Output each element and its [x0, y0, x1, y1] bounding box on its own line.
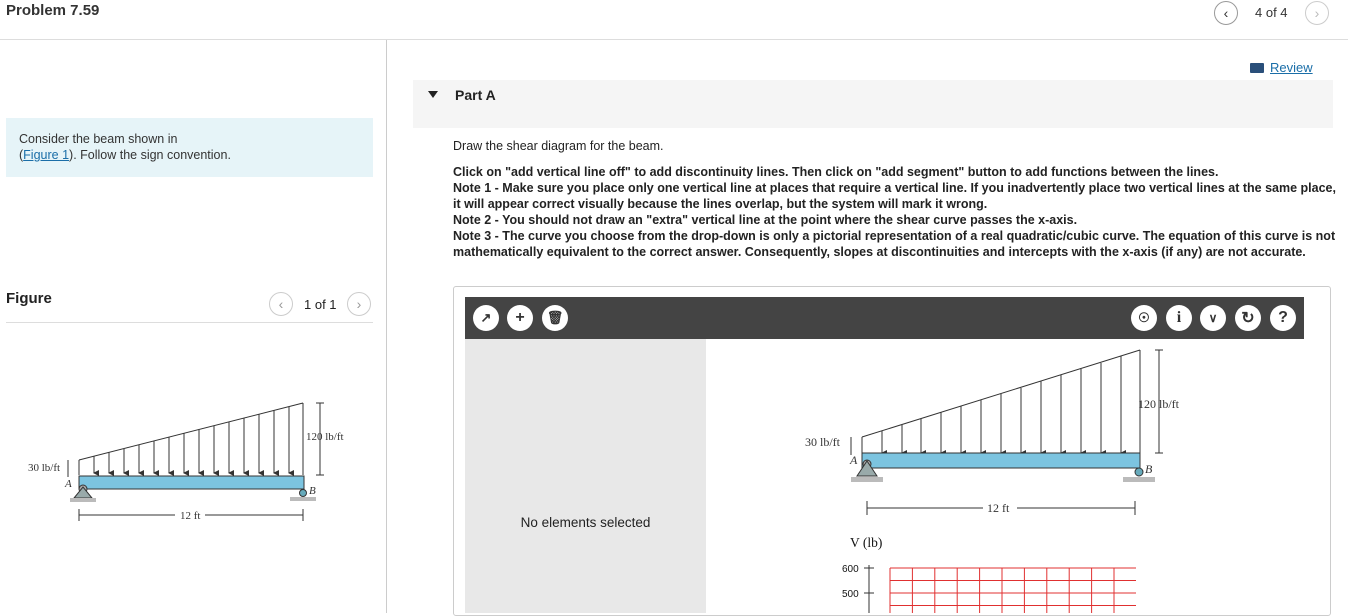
info-button[interactable] — [1166, 305, 1192, 331]
help-button[interactable] — [1270, 305, 1296, 331]
panel-divider — [386, 40, 387, 613]
problem-title: Problem 7.59 — [6, 2, 100, 19]
part-label: Part A — [455, 87, 496, 103]
review-link[interactable] — [1250, 60, 1313, 75]
book-icon — [1250, 63, 1264, 73]
delete-button[interactable] — [542, 305, 568, 331]
instruction-prompt: Draw the shear diagram for the beam. — [453, 139, 664, 153]
add-button[interactable] — [507, 305, 533, 331]
intro-text-line2: (Figure 1). Follow the sign convention. — [19, 148, 231, 162]
canvas-roller-support — [1135, 468, 1143, 476]
chevron-left-icon: ‹ — [278, 296, 284, 312]
canvas-load-arrows — [882, 356, 1121, 453]
load-right-label: 120 lb/ft — [306, 431, 344, 443]
intro-text-line1: Consider the beam shown in — [19, 132, 178, 146]
next-problem-button[interactable] — [1305, 1, 1329, 25]
load-arrows — [94, 407, 289, 473]
draw-vector-button[interactable] — [473, 305, 499, 331]
canvas-figure — [711, 343, 1301, 613]
dropdown-chevron-icon: ∨ — [1208, 311, 1218, 325]
figure-heading: Figure — [6, 290, 52, 307]
problem-intro — [6, 118, 373, 177]
chevron-left-icon: ‹ — [1223, 5, 1229, 21]
figure-link[interactable]: Figure 1 — [23, 148, 70, 162]
instruction-note2: Note 2 - You should not draw an "extra" vertical line at the point where the shear curve passes the x-axis. — [453, 213, 1078, 227]
trash-icon: 🗑 — [546, 310, 564, 325]
chevron-right-icon: › — [356, 296, 362, 312]
figure-divider — [6, 322, 373, 323]
add-icon: + — [515, 309, 525, 326]
roller-support-b — [300, 490, 307, 497]
selection-panel — [465, 339, 706, 613]
review-label: Review — [1270, 60, 1313, 75]
instructions — [453, 138, 1338, 260]
figure-pager: 1 of 1 — [304, 297, 337, 312]
y-tick-600: 600 — [842, 564, 859, 575]
reset-icon: ↻ — [1241, 310, 1255, 327]
load-left-label: 30 lb/ft — [28, 462, 61, 474]
support-a-label: A — [65, 478, 72, 490]
draw-vector-icon: ↗ — [480, 310, 492, 325]
options-dropdown-button[interactable] — [1200, 305, 1226, 331]
canvas-support-a-label: A — [850, 453, 858, 467]
canvas-support-b-label: B — [1145, 462, 1153, 476]
instruction-note3: Note 3 - The curve you choose from the drop-down is only a pictorial representation of a real quadratic/cubic curve. The equation of this curve is not mathematically equivalent to the correct answer. Consequently, slopes at discontinuities and intercepts with the x-axis (if any) are not accurate. — [453, 229, 1336, 259]
no-elements-message: No elements selected — [520, 515, 651, 530]
figure-prev-button[interactable] — [269, 292, 293, 316]
y-tick-500: 500 — [842, 589, 859, 600]
info-icon: i — [1176, 309, 1182, 326]
page-indicator: 4 of 4 — [1255, 5, 1288, 20]
y-axis-label: V (lb) — [850, 535, 883, 550]
header-divider — [0, 39, 1348, 40]
canvas-load-right-label: 120 lb/ft — [1138, 397, 1179, 411]
hint-bulb-icon: ☉ — [1138, 310, 1150, 325]
span-label: 12 ft — [180, 510, 201, 522]
figure-next-button[interactable] — [347, 292, 371, 316]
previous-problem-button[interactable] — [1214, 1, 1238, 25]
part-header[interactable] — [413, 80, 1333, 128]
beam-figure — [20, 395, 365, 535]
collapse-triangle-icon[interactable] — [428, 91, 438, 98]
beam — [79, 476, 304, 489]
load-envelope — [79, 403, 303, 460]
canvas-span-label: 12 ft — [987, 501, 1010, 515]
graph-toolbar — [465, 297, 1304, 339]
shear-grid — [890, 568, 1136, 613]
canvas-load-left-label: 30 lb/ft — [805, 435, 840, 449]
hint-button[interactable] — [1131, 305, 1157, 331]
canvas-beam — [862, 453, 1140, 468]
help-icon: ? — [1278, 309, 1288, 326]
chevron-right-icon: › — [1314, 5, 1320, 21]
reset-button[interactable] — [1235, 305, 1261, 331]
support-b-label: B — [309, 485, 316, 497]
instruction-note1: Note 1 - Make sure you place only one vertical line at places that require a vertical line. If you inadvertently place two vertical lines at the same place, it will appear correct visually because the lines overlap, but the system will mark it wrong. — [453, 181, 1336, 211]
instruction-line1: Click on "add vertical line off" to add discontinuity lines. Then click on "add segment" button to add functions between the lines. — [453, 165, 1219, 179]
